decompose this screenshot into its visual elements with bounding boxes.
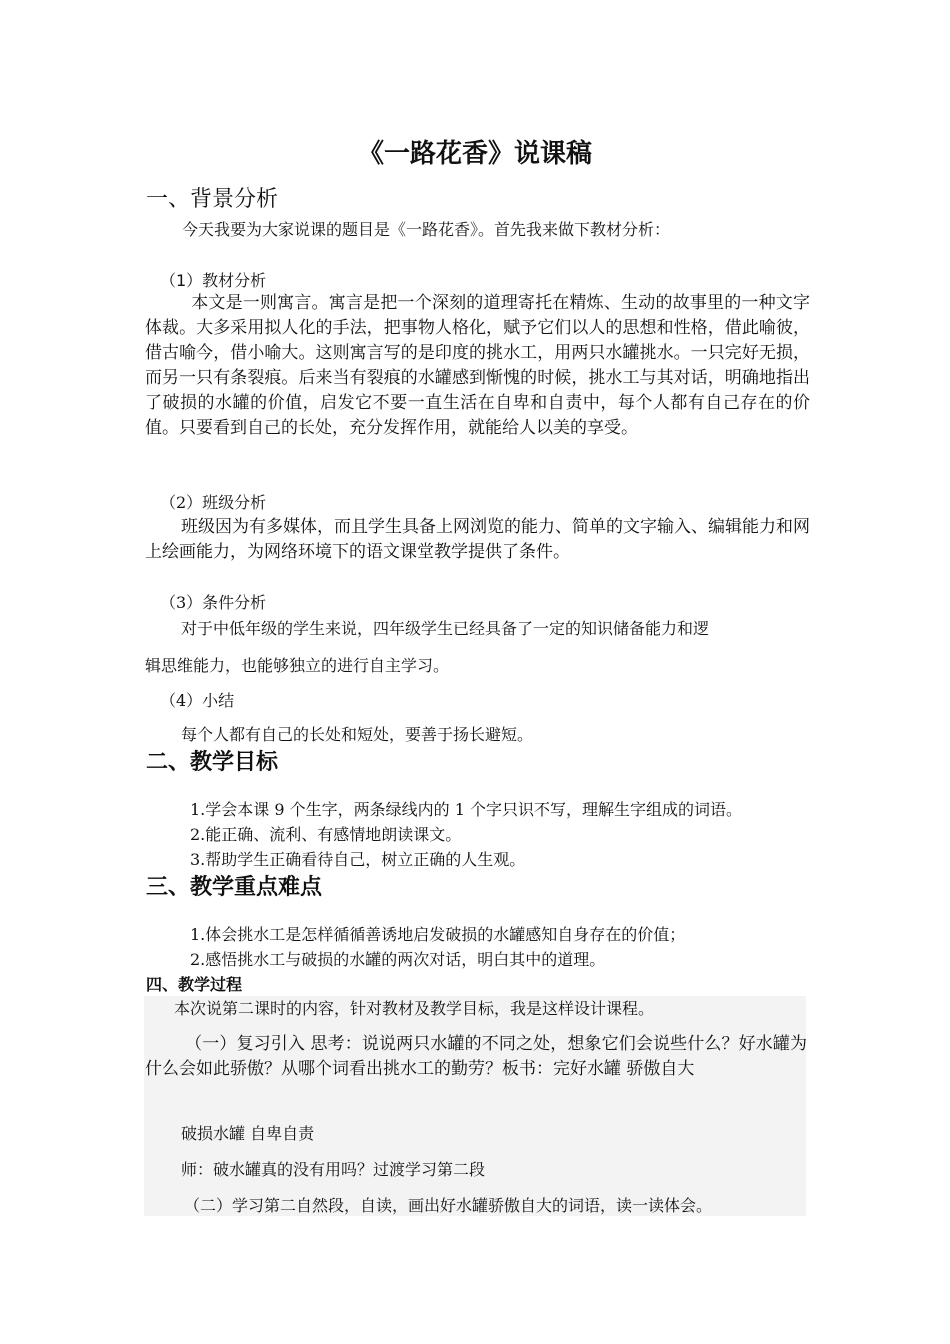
subheading-textbook-analysis: （1）教材分析 — [160, 271, 267, 290]
textbook-analysis-paragraph — [145, 291, 810, 441]
subheading-class-analysis: （2）班级分析 — [160, 493, 267, 512]
subheading-condition-analysis: （3）条件分析 — [160, 593, 267, 612]
intro-text: 今天我要为大家说课的题目是《一路花香》。首先我来做下教材分析： — [182, 220, 671, 239]
process-step2: （二）学习第二自然段，自读，画出好水罐骄傲自大的词语，读一读体会。 — [184, 1196, 713, 1215]
section-heading-background: 一、背景分析 — [146, 187, 279, 212]
condition-analysis-line1: 对于中低年级的学生来说，四年级学生已经具备了一定的知识储备能力和逻 — [181, 619, 710, 638]
process-step1-text: （一）复习引入 思考：说说两只水罐的不同之处，想象它们会说些什么？好水罐为什么会如此骄傲？从哪个词看出挑水工的勤劳？板书：完好水罐 骄傲自大 — [145, 1034, 807, 1079]
process-step1-paragraph — [145, 1032, 807, 1082]
section-heading-teaching-goals: 二、教学目标 — [146, 750, 279, 775]
section-heading-key-points: 三、教学重点难点 — [146, 875, 323, 900]
teacher-line: 师：破水罐真的没有用吗？过渡学习第二段 — [181, 1160, 486, 1179]
goal-item-1: 1.学会本课 9 个生字，两条绿线内的 1 个字只识不写，理解生字组成的词语。 — [190, 800, 742, 819]
subheading-summary: （4）小结 — [160, 691, 235, 710]
condition-analysis-line2: 辑思维能力，也能够独立的进行自主学习。 — [145, 656, 450, 675]
goal-item-2: 2.能正确、流利、有感情地朗读课文。 — [190, 825, 462, 844]
summary-text: 每个人都有自己的长处和短处，要善于扬长避短。 — [181, 725, 534, 744]
textbook-analysis-text: 本文是一则寓言。寓言是把一个深刻的道理寄托在精炼、生动的故事里的一种文字体裁。大多采用拟人化的手法，把事物人格化，赋予它们以人的思想和性格，借此喻彼，借古喻今，借小喻大。这则寓言写的是印度的挑水工，用两只水罐挑水。一只完好无损，而另一只有条裂痕。后来当有裂痕的水罐感到惭愧的时候，挑水工与其对话，明确地指出了破损的水罐的价值，启发它不要一直生活在自卑和自责中，每个人都有自己存在的价值。只要看到自己的长处，充分发挥作用，就能给人以美的享受。 — [145, 293, 810, 438]
process-intro: 本次说第二课时的内容，针对教材及教学目标，我是这样设计课程。 — [174, 999, 655, 1018]
key-point-item-1: 1.体会挑水工是怎样循循善诱地启发破损的水罐感知自身存在的价值； — [190, 925, 686, 944]
board-line-2: 破损水罐 自卑自责 — [181, 1124, 315, 1143]
class-analysis-text: 班级因为有多媒体，而且学生具备上网浏览的能力、简单的文字输入、编辑能力和网上绘画能力，为网络环境下的语文课堂教学提供了条件。 — [145, 517, 810, 562]
key-point-item-2: 2.感悟挑水工与破损的水罐的两次对话，明白其中的道理。 — [190, 950, 606, 969]
goal-item-3: 3.帮助学生正确看待自己，树立正确的人生观。 — [190, 850, 526, 869]
document-title: 《一路花香》说课稿 — [357, 139, 592, 169]
class-analysis-paragraph — [145, 515, 810, 565]
process-shaded-block — [144, 996, 806, 1216]
section-heading-teaching-process: 四、教学过程 — [146, 975, 243, 994]
